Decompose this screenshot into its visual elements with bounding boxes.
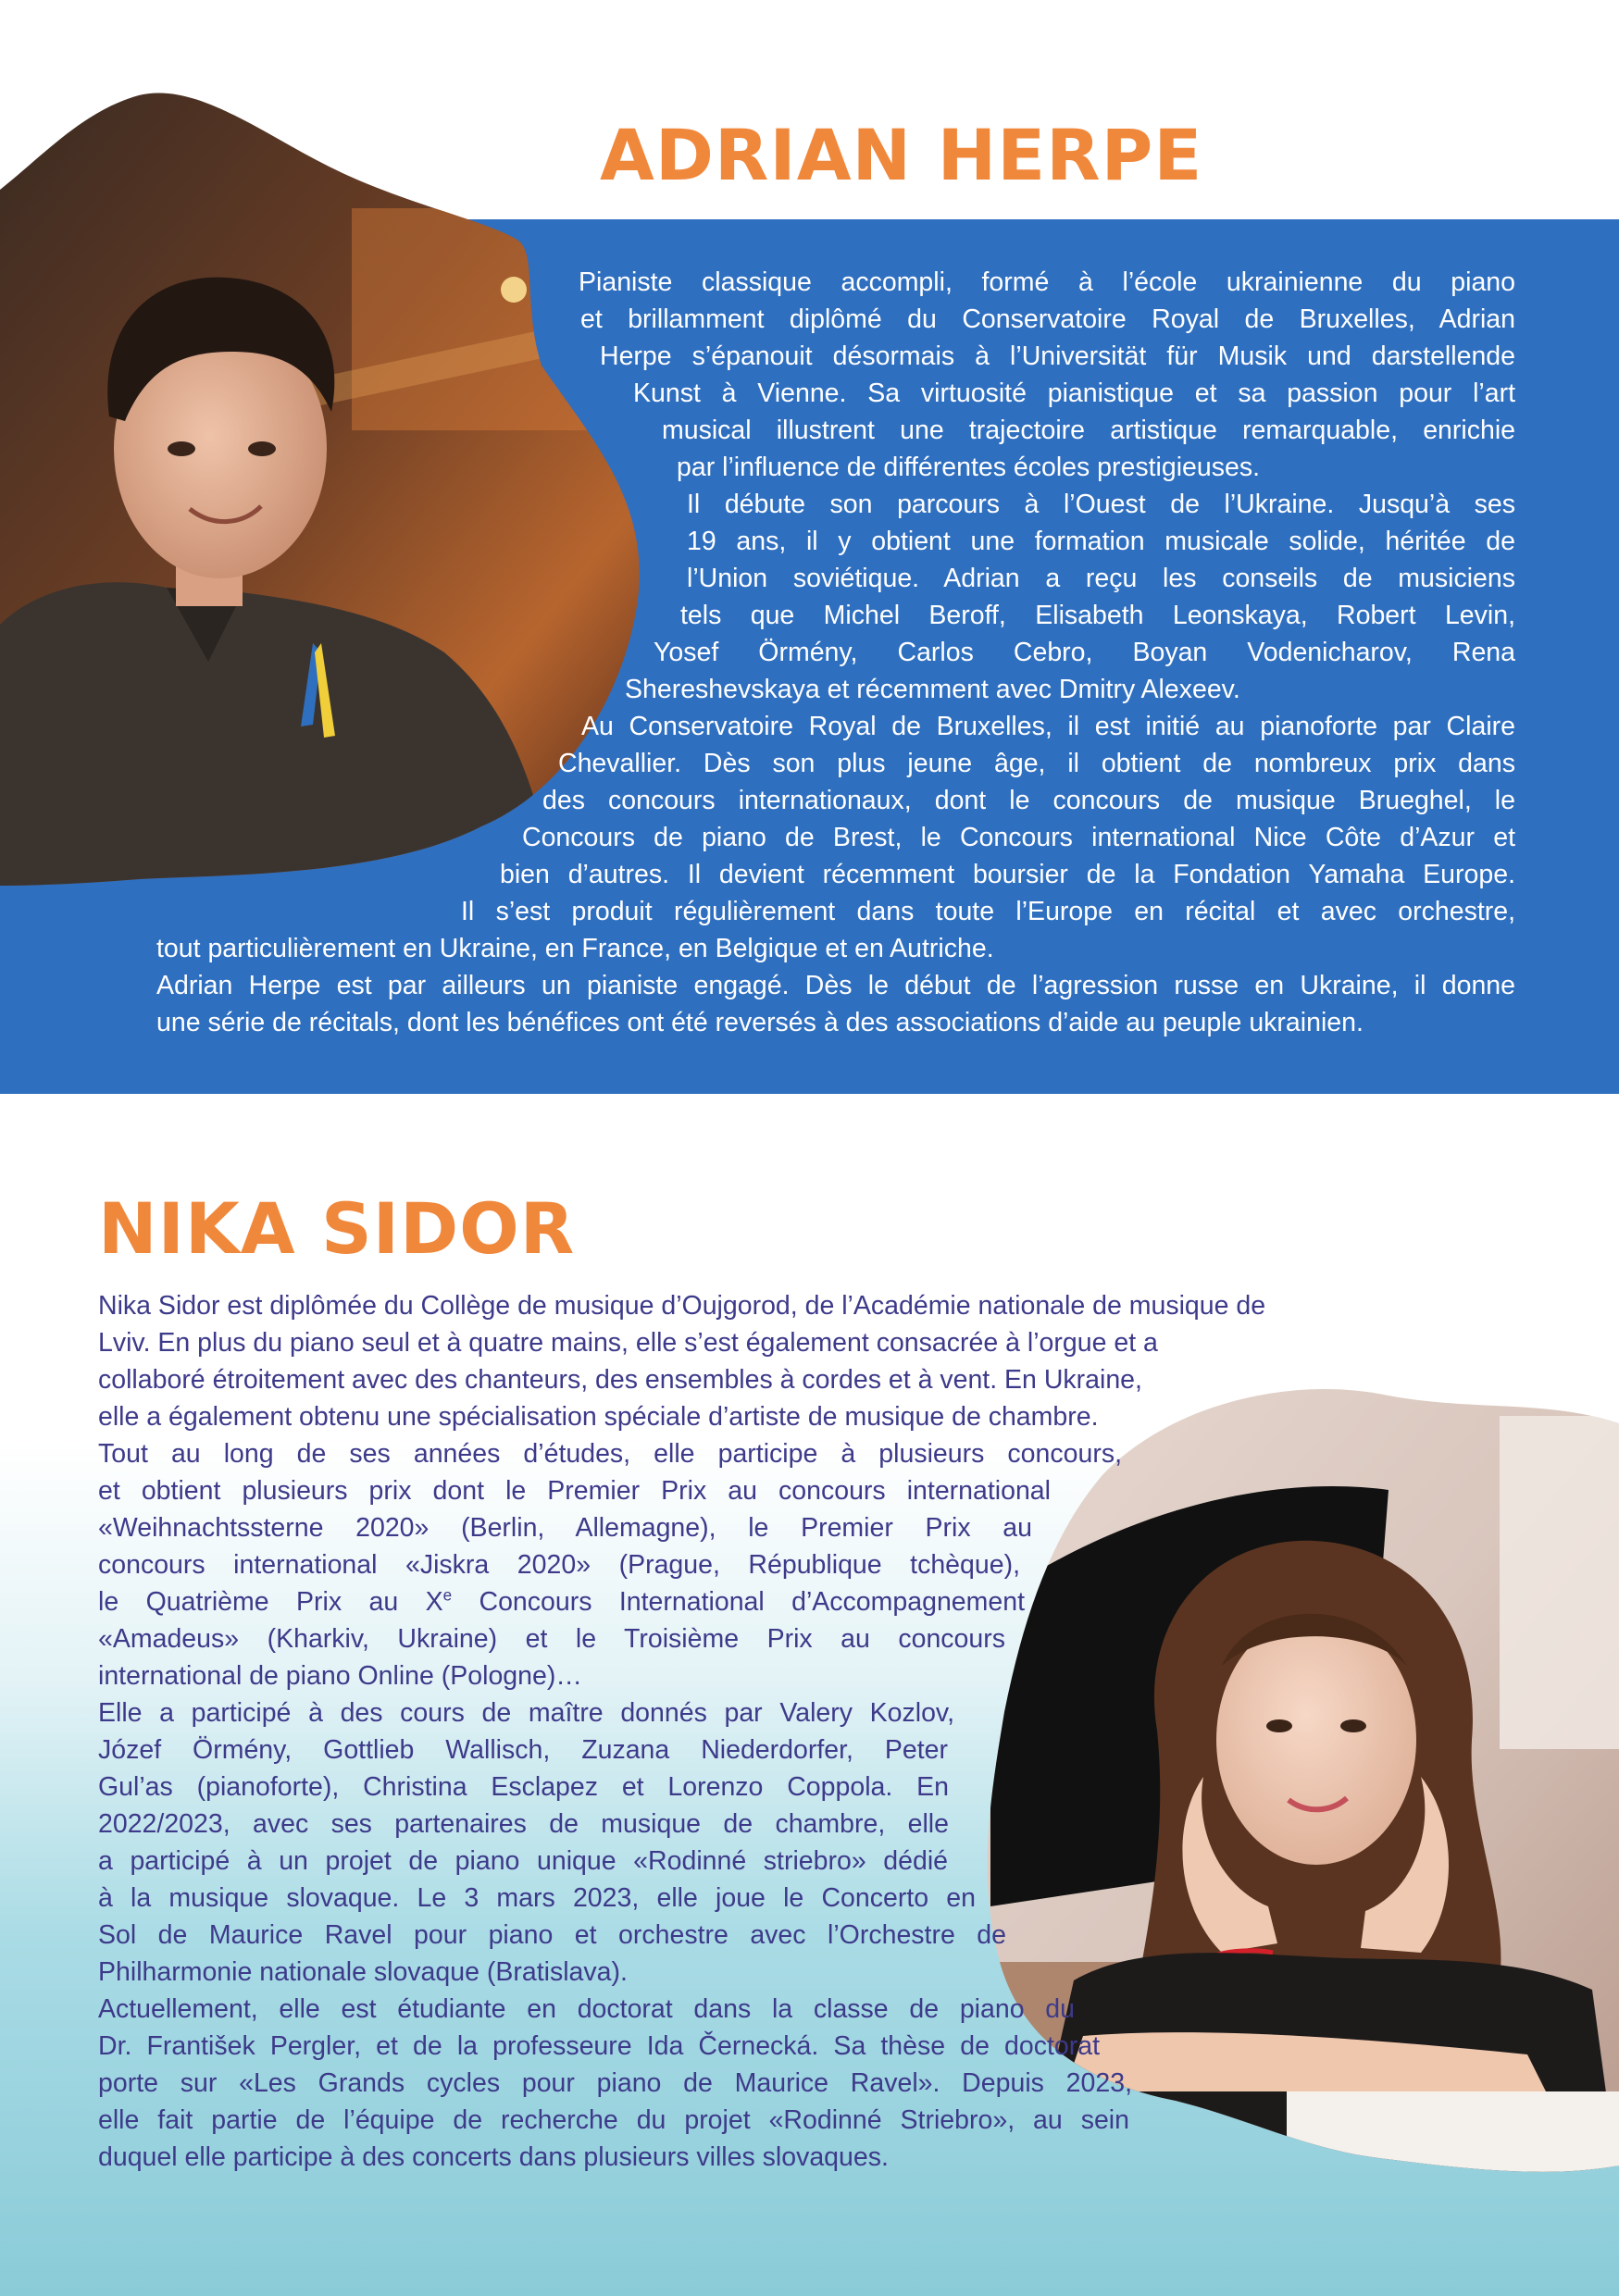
bio-line: par l’influence de différentes écoles prestigieuses. <box>677 453 1261 482</box>
bio-line: Adrian Herpe est par ailleurs un pianiste engagé. Dès le début de l’agression russe en Ukraine, il donne <box>156 971 1515 1000</box>
bio-line: des concours internationaux, dont le concours de musique Brueghel, le <box>542 786 1515 815</box>
bio-line: et brillamment diplômé du Conservatoire Royal de Bruxelles, Adrian <box>580 304 1515 334</box>
bio-line: Philharmonie nationale slovaque (Bratislava). <box>98 1957 628 1987</box>
bio-line: Herpe s’épanouit désormais à l’Universität für Musik und darstellende <box>600 341 1515 371</box>
bio-line: Concours de piano de Brest, le Concours international Nice Côte d’Azur et <box>522 823 1515 852</box>
bio-line <box>98 1583 1025 1620</box>
bio-line: Chevallier. Dès son plus jeune âge, il obtient de nombreux prix dans <box>558 749 1515 778</box>
bio-line: l’Union soviétique. Adrian a reçu les conseils de musiciens <box>687 564 1515 593</box>
bio-line: Tout au long de ses années d’études, elle participe à plusieurs concours, <box>98 1439 1122 1469</box>
bio-line: Gul’as (pianoforte), Christina Esclapez et Lorenzo Coppola. En <box>98 1772 949 1802</box>
bio-line: Il s’est produit régulièrement dans toute l’Europe en récital et avec orchestre, <box>461 897 1515 926</box>
bio-line: 2022/2023, avec ses partenaires de musique de chambre, elle <box>98 1809 949 1839</box>
superscript: e <box>442 1586 453 1605</box>
bio-text: le Quatrième Prix au X <box>98 1587 443 1617</box>
bio-text: Concours International d’Accompagnement <box>452 1587 1026 1617</box>
portrait-adrian-herpe <box>0 88 648 893</box>
bio-line: 19 ans, il y obtient une formation musicale solide, héritée de <box>687 527 1515 556</box>
bio-line: elle fait partie de l’équipe de recherche du projet «Rodinné Striebro», au sein <box>98 2105 1129 2135</box>
bio-line: à la musique slovaque. Le 3 mars 2023, elle joue le Concerto en <box>98 1883 976 1913</box>
bio-line: tels que Michel Beroff, Elisabeth Leonskaya, Robert Levin, <box>680 601 1515 630</box>
bio-line: porte sur «Les Grands cycles pour piano de Maurice Ravel». Depuis 2023, <box>98 2068 1132 2098</box>
bio-line: tout particulièrement en Ukraine, en France, en Belgique et en Autriche. <box>156 934 994 963</box>
bio-line: bien d’autres. Il devient récemment boursier de la Fondation Yamaha Europe. <box>500 860 1515 889</box>
bio-line: Lviv. En plus du piano seul et à quatre mains, elle s’est également consacrée à l’orgue et a <box>98 1328 1158 1358</box>
bio-line: Józef Örmény, Gottlieb Wallisch, Zuzana Niederdorfer, Peter <box>98 1735 948 1765</box>
bio-line: une série de récitals, dont les bénéfices ont été reversés à des associations d’aide au peuple ukrainien. <box>156 1008 1364 1037</box>
bio-line: Actuellement, elle est étudiante en doctorat dans la classe de piano du <box>98 1994 1075 2024</box>
bio-line: concours international «Jiskra 2020» (Prague, République tchèque), <box>98 1550 1020 1580</box>
bio-line: a participé à un projet de piano unique «Rodinné striebro» dédié <box>98 1846 948 1876</box>
bio-line: Shereshevskaya et récemment avec Dmitry Alexeev. <box>625 675 1240 704</box>
bio-line: «Weihnachtssterne 2020» (Berlin, Allemagne), le Premier Prix au <box>98 1513 1032 1543</box>
bio-line: Au Conservatoire Royal de Bruxelles, il est initié au pianoforte par Claire <box>581 712 1515 741</box>
bio-line: Nika Sidor est diplômée du Collège de musique d’Oujgorod, de l’Académie nationale de musique de <box>98 1291 1266 1321</box>
bio-line: Kunst à Vienne. Sa virtuosité pianistique et sa passion pour l’art <box>633 379 1515 408</box>
bio-line: Yosef Örmény, Carlos Cebro, Boyan Vodenicharov, Rena <box>654 638 1515 667</box>
artist-name-adrian-herpe: ADRIAN HERPE <box>600 114 1203 196</box>
bio-line: Dr. František Pergler, et de la professeure Ida Černecká. Sa thèse de doctorat <box>98 2031 1100 2061</box>
bio-line: et obtient plusieurs prix dont le Premier Prix au concours international <box>98 1476 1051 1506</box>
bio-line: international de piano Online (Pologne)… <box>98 1661 582 1691</box>
bio-line: «Amadeus» (Kharkiv, Ukraine) et le Troisième Prix au concours <box>98 1624 1005 1654</box>
bio-line: duquel elle participe à des concerts dans plusieurs villes slovaques. <box>98 2142 889 2172</box>
bio-line: collaboré étroitement avec des chanteurs, des ensembles à cordes et à vent. En Ukraine, <box>98 1365 1142 1395</box>
bio-line: Pianiste classique accompli, formé à l’école ukrainienne du piano <box>579 267 1515 297</box>
bio-line: elle a également obtenu une spécialisation spéciale d’artiste de musique de chambre. <box>98 1402 1099 1432</box>
bio-line: Sol de Maurice Ravel pour piano et orchestre avec l’Orchestre de <box>98 1920 1006 1950</box>
bio-line: Il débute son parcours à l’Ouest de l’Ukraine. Jusqu’à ses <box>687 490 1515 519</box>
bio-line: Elle a participé à des cours de maître donnés par Valery Kozlov, <box>98 1698 954 1728</box>
artist-name-nika-sidor: NIKA SIDOR <box>98 1187 576 1270</box>
bio-line: musical illustrent une trajectoire artistique remarquable, enrichie <box>662 416 1515 445</box>
